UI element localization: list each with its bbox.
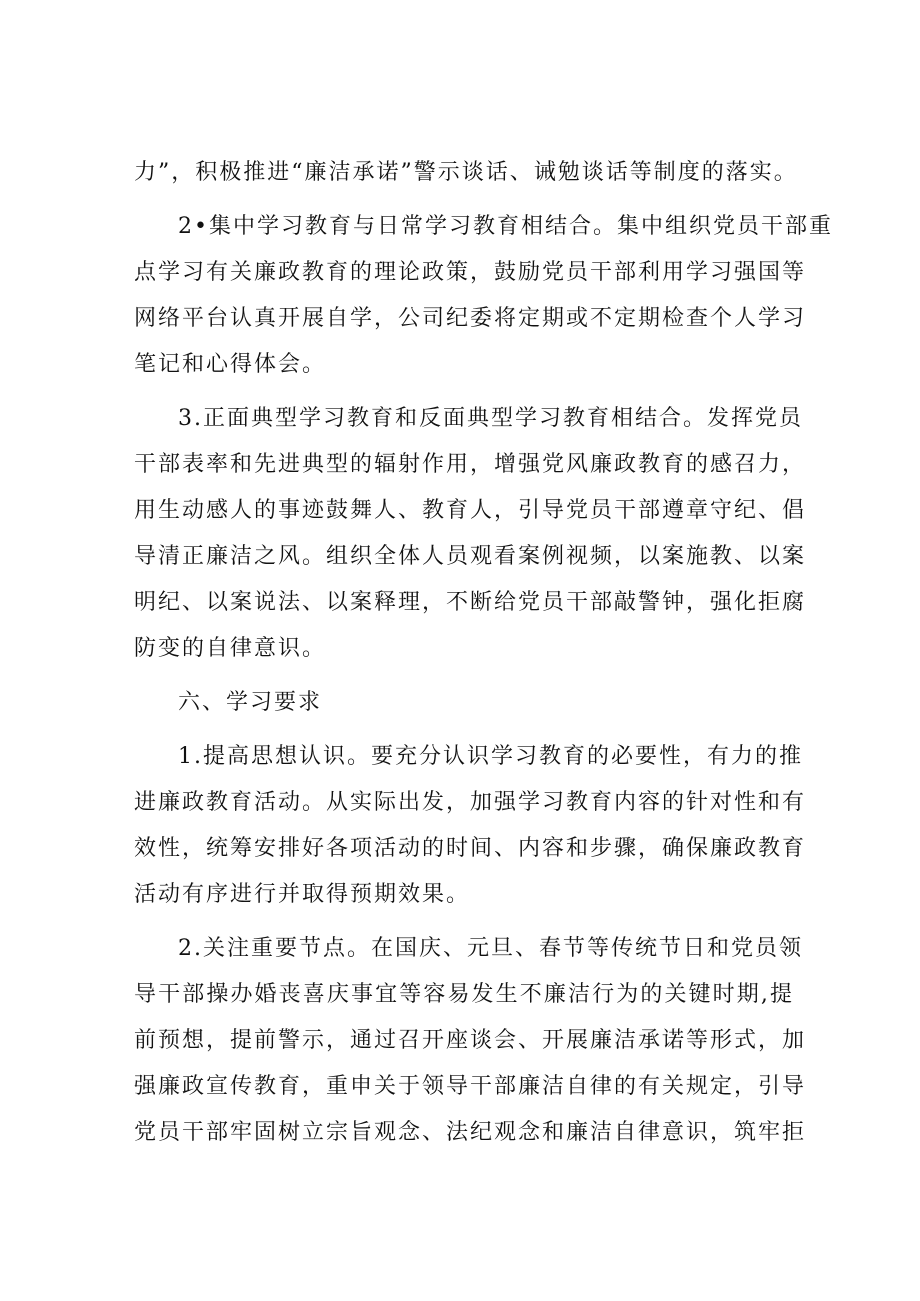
text-line: 干部表率和先进典型的辐射作用，增强党风廉政教育的感召力， xyxy=(134,452,807,477)
text-line: 导干部操办婚丧喜庆事宜等容易发生不廉洁行为的关键时期,提 xyxy=(134,982,794,1007)
paragraph xyxy=(134,204,833,388)
text-line: 1.提高思想认识。要充分认识学习教育的必要性，有力的推 xyxy=(178,744,803,769)
body-text xyxy=(134,150,833,1156)
paragraph xyxy=(134,926,807,1156)
paragraph-gap xyxy=(134,918,794,926)
paragraph xyxy=(134,396,807,672)
paragraph-gap xyxy=(134,672,794,680)
text-line: 六、学习要求 xyxy=(178,690,323,715)
text-line: 进廉政教育活动。从实际出发，加强学习教育内容的针对性和有 xyxy=(134,790,807,815)
text-line: 导清正廉洁之风。组织全体人员观看案例视频，以案施教、以案 xyxy=(134,544,807,569)
text-line: 用生动感人的事迹鼓舞人、教育人，引导党员干部遵章守纪、倡 xyxy=(134,498,807,523)
text-line: 2•集中学习教育与日常学习教育相结合。集中组织党员干部重 xyxy=(178,214,833,239)
text-line: 防变的自律意识。 xyxy=(134,636,327,661)
text-line: 强廉政宣传教育，重申关于领导干部廉洁自律的有关规定，引导 xyxy=(134,1074,807,1099)
text-line: 活动有序进行并取得预期效果。 xyxy=(134,882,471,907)
text-line: 笔记和心得体会。 xyxy=(134,352,327,377)
text-line: 网络平台认真开展自学，公司纪委将定期或不定期检查个人学习 xyxy=(134,306,807,331)
text-line: 前预想，提前警示，通过召开座谈会、开展廉洁承诺等形式，加 xyxy=(134,1028,807,1053)
text-line: 党员干部牢固树立宗旨观念、法纪观念和廉洁自律意识，筑牢拒 xyxy=(134,1120,807,1145)
text-line: 点学习有关廉政教育的理论政策，鼓励党员干部利用学习强国等 xyxy=(134,260,807,285)
text-line: 3.正面典型学习教育和反面典型学习教育相结合。发挥党员 xyxy=(178,406,803,431)
text-line: 效性，统筹安排好各项活动的时间、内容和步骤，确保廉政教育 xyxy=(134,836,807,861)
paragraph xyxy=(134,734,807,918)
paragraph xyxy=(134,680,794,726)
text-line: 2.关注重要节点。在国庆、元旦、春节等传统节日和党员领 xyxy=(178,936,803,961)
paragraph-gap xyxy=(134,726,794,734)
text-line: 明纪、以案说法、以案释理，不断给党员干部敲警钟，强化拒腐 xyxy=(134,590,807,615)
paragraph-gap xyxy=(134,388,794,396)
paragraph xyxy=(134,150,798,196)
text-line: 力”，积极推进“廉洁承诺”警示谈话、诫勉谈话等制度的落实。 xyxy=(134,160,798,185)
paragraph-gap xyxy=(134,196,794,204)
